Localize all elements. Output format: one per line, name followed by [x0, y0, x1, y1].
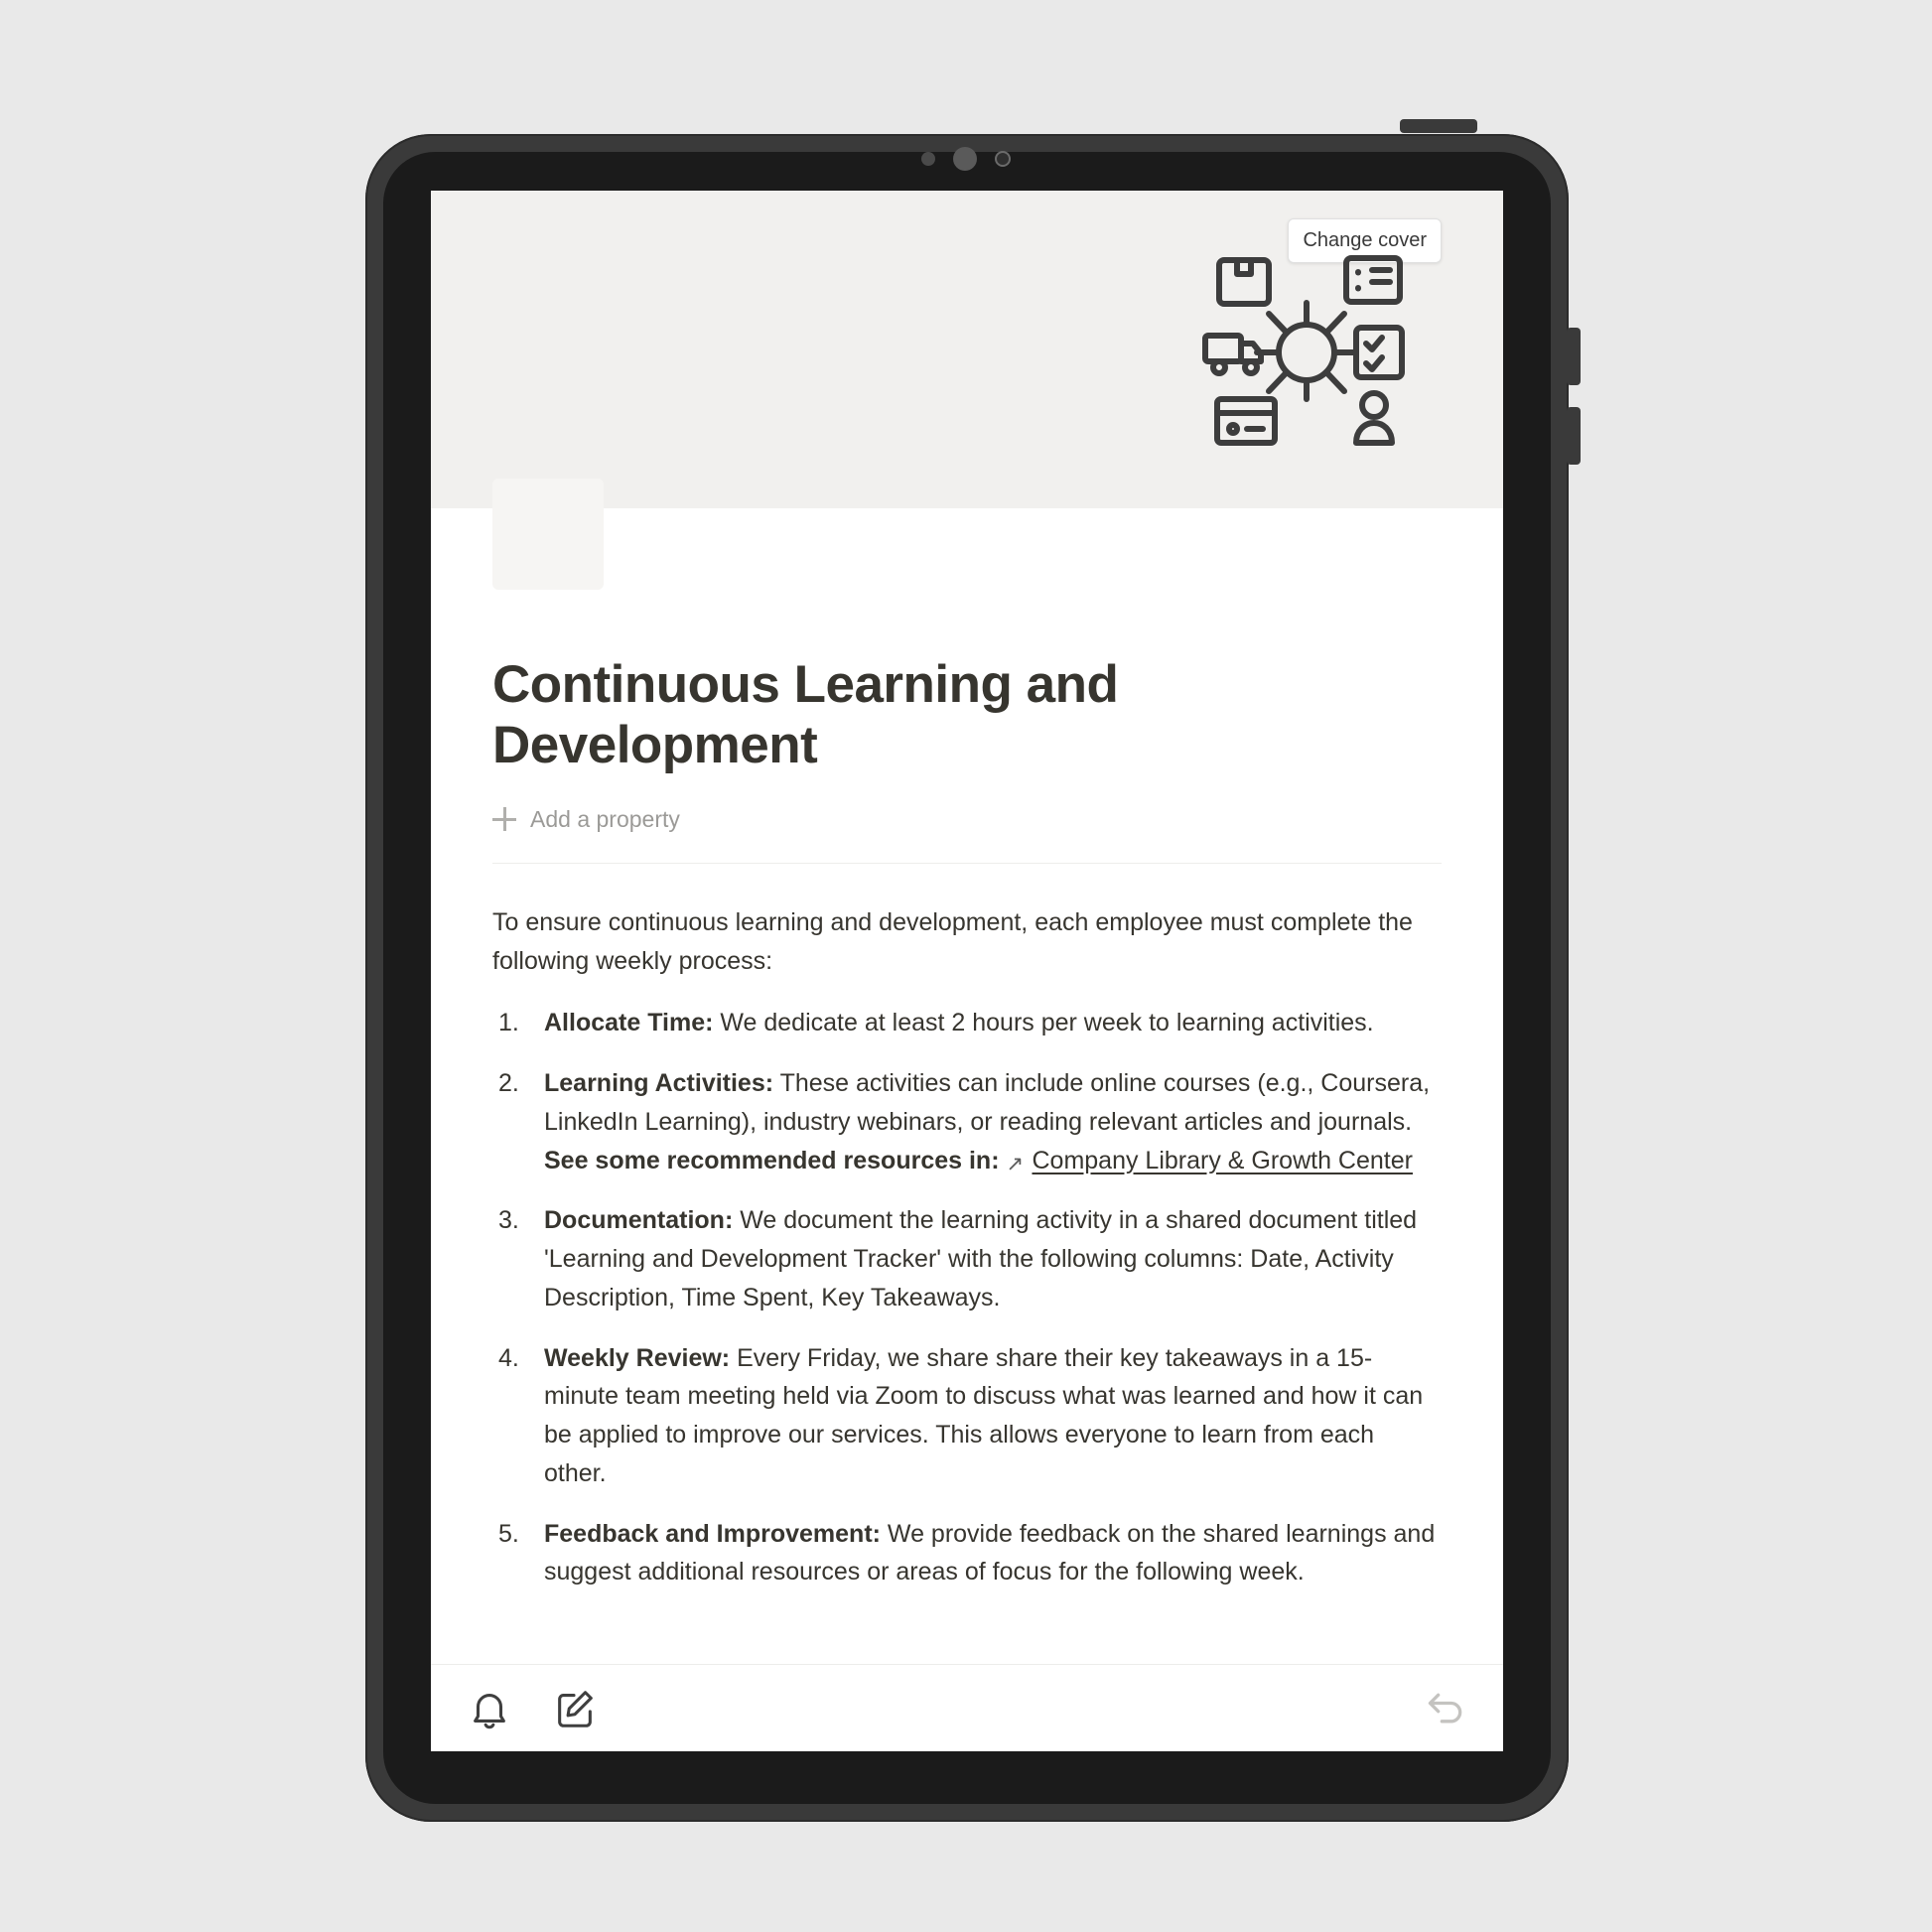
tablet-screen [431, 191, 1503, 1751]
step-lead: Learning Activities: [544, 1069, 774, 1098]
volume-up-button[interactable] [1567, 328, 1581, 385]
page-link-icon: ↗ [1006, 1152, 1025, 1175]
step-text: We dedicate at least 2 hours per week to learning activities. [713, 1009, 1374, 1037]
step-lead-secondary: See some recommended resources in: [544, 1146, 1000, 1174]
step-text: We document the learning activity in a shared document titled 'Learning and Development Tracker' with the following columns: Date, Activity Description, Time Spent, Key Takeaways. [544, 1206, 1418, 1311]
sensor-dot-icon [921, 152, 935, 166]
content-divider [492, 863, 1442, 864]
page-title: Continuous Learning and Development [492, 655, 1119, 774]
edit-pencil-icon[interactable] [552, 1686, 598, 1731]
list-item [492, 1004, 1442, 1042]
indicator-light-icon [995, 151, 1011, 167]
bottom-toolbar [431, 1664, 1503, 1751]
add-property-label: Add a property [530, 805, 680, 832]
add-property-button[interactable] [492, 806, 1442, 833]
step-lead: Documentation: [544, 1206, 734, 1235]
camera-sensor-row [921, 147, 1011, 171]
list-item [492, 1339, 1442, 1493]
step-lead: Feedback and Improvement: [544, 1519, 881, 1548]
list-item [492, 1515, 1442, 1592]
power-button[interactable] [1400, 119, 1477, 133]
plus-icon [492, 807, 516, 831]
intro-paragraph: To ensure continuous learning and development, each employee must complete the following weekly process: [492, 907, 1413, 975]
page-cover[interactable] [431, 191, 1503, 508]
process-steps-list [492, 1004, 1442, 1591]
front-camera-icon [953, 147, 977, 171]
page-content [431, 508, 1503, 1591]
list-item [492, 1064, 1442, 1179]
bell-icon[interactable] [467, 1686, 512, 1731]
step-lead: Weekly Review: [544, 1343, 731, 1372]
step-lead: Allocate Time: [544, 1009, 714, 1037]
undo-arrow-icon[interactable] [1424, 1687, 1467, 1730]
supply-chain-network-icon [1197, 248, 1416, 457]
step-text: Every Friday, we share share their key takeaways in a 15-minute team meeting held via Zoom to discuss what was learned and how it can be applied to improve our services. This allows everyone to learn from each other. [544, 1343, 1424, 1487]
list-item [492, 1201, 1442, 1316]
step-text: These activities can include online courses (e.g., Coursera, LinkedIn Learning), industry webinars, or reading relevant articles and journals. [544, 1069, 1431, 1136]
volume-down-button[interactable] [1567, 407, 1581, 465]
company-library-link[interactable]: Company Library & Growth Center [1032, 1146, 1413, 1174]
change-cover-button[interactable]: Change cover [1288, 218, 1442, 263]
step-text: We provide feedback on the shared learnings and suggest additional resources or areas of focus for the following week. [544, 1519, 1436, 1587]
